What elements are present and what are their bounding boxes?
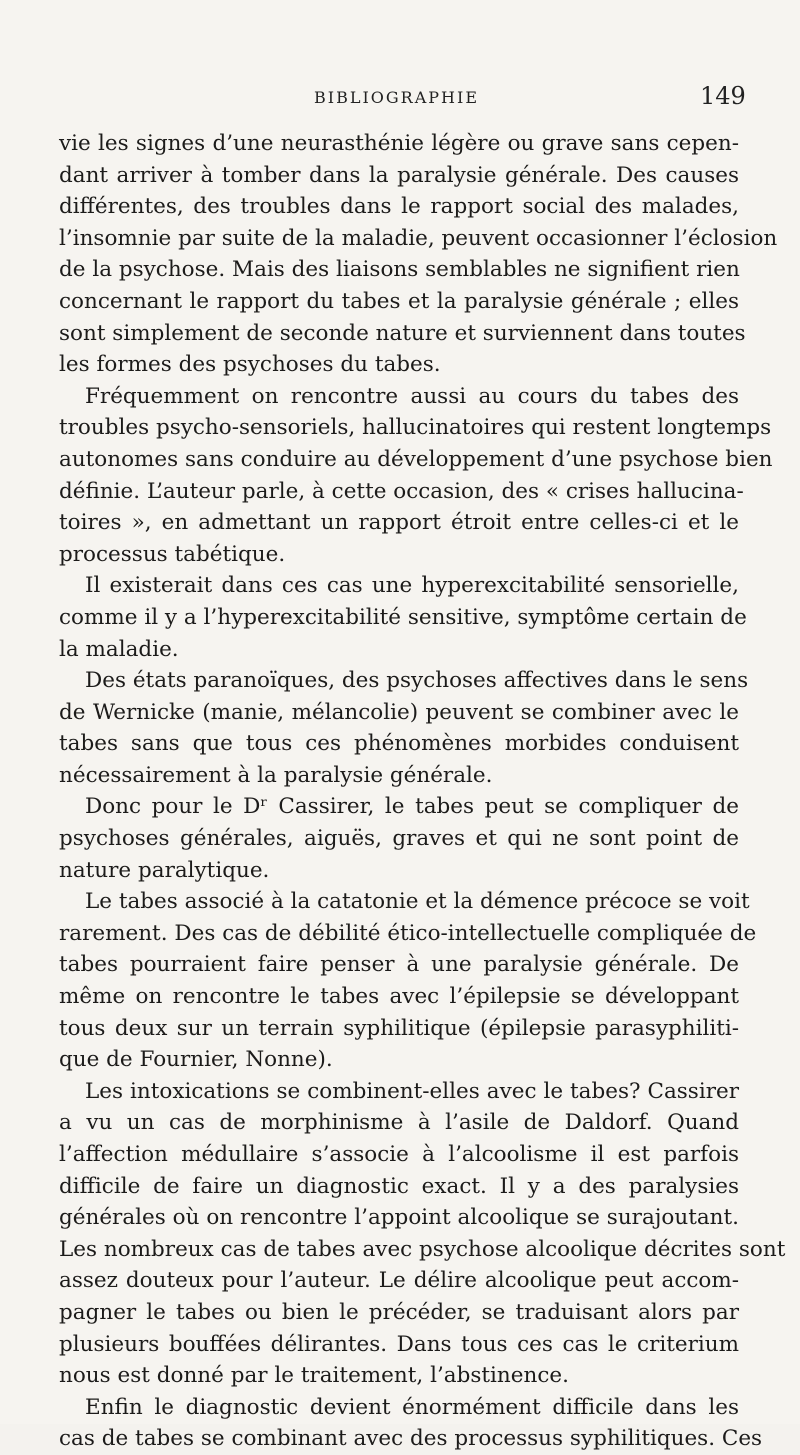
text-line: nécessairement à la paralysie générale. (59, 762, 493, 788)
text-line: rarement. Des cas de débilité ético-intellectuelle compliquée de (59, 920, 757, 946)
text-line: plusieurs bouffées délirantes. Dans tous ces cas le criterium (59, 1331, 739, 1357)
text-line: nature paralytique. (59, 857, 270, 883)
page-number: 149 (700, 82, 746, 110)
text-line: les formes des psychoses du tabes. (59, 352, 441, 378)
text-line: processus tabétique. (59, 541, 286, 567)
text-line: sont simplement de seconde nature et surviennent dans toutes (59, 320, 746, 346)
body-text (59, 128, 786, 1455)
text-line: Les intoxications se combinent-elles avec le tabes? Cassirer (85, 1078, 739, 1104)
text-line: a vu un cas de morphinisme à l’asile de Daldorf. Quand (59, 1110, 739, 1136)
text-line: toires », en admettant un rapport étroit entre celles-ci et le (59, 510, 739, 536)
text-line: pagner le tabes ou bien le précéder, se traduisant alors par (59, 1299, 739, 1325)
text-line: concernant le rapport du tabes et la paralysie générale ; elles (59, 288, 739, 314)
text-line: générales où on rencontre l’appoint alcoolique se surajoutant. (59, 1205, 739, 1231)
text-line: différentes, des troubles dans le rapport social des malades, (59, 194, 739, 220)
text-line: vie les signes d’une neurasthénie légère ou grave sans cepen- (59, 131, 739, 156)
text-line: même on rencontre le tabes avec l’épilepsie se développant (59, 984, 739, 1010)
text-line: comme il y a l’hyperexcitabilité sensitive, symptôme certain de (59, 604, 747, 630)
text-line: troubles psycho-sensoriels, hallucinatoires qui restent longtemps (59, 415, 772, 441)
running-title: BIBLIOGRAPHIE (314, 88, 479, 107)
text-line: de la psychose. Mais des liaisons semblables ne signifient rien (59, 257, 740, 283)
text-line: l’affection médullaire s’associe à l’alcoolisme il est parfois (59, 1142, 739, 1167)
text-line: définie. L’auteur parle, à cette occasion, des « crises hallucina- (59, 478, 744, 504)
text-line: tous deux sur un terrain syphilitique (épilepsie parasyphiliti- (59, 1015, 739, 1041)
text-line: nous est donné par le traitement, l’abstinence. (59, 1363, 569, 1389)
text-line: assez douteux pour l’auteur. Le délire alcoolique peut accom- (59, 1268, 739, 1294)
text-line: Il existerait dans ces cas une hyperexcitabilité sensorielle, (85, 573, 739, 599)
text-line: cas de tabes se combinant avec des processus syphilitiques. Ces (59, 1426, 763, 1452)
text-line: dant arriver à tomber dans la paralysie générale. Des causes (59, 162, 739, 188)
text-line: Fréquemment on rencontre aussi au cours du tabes des (85, 383, 739, 409)
text-line: Donc pour le Dʳ Cassirer, le tabes peut se compliquer de (85, 794, 739, 820)
text-line: difficile de faire un diagnostic exact. Il y a des paralysies (59, 1173, 739, 1199)
text-line: tabes pourraient faire penser à une paralysie générale. De (59, 952, 739, 978)
text-line: Le tabes associé à la catatonie et la démence précoce se voit (85, 889, 750, 915)
text-line: Des états paranoïques, des psychoses affectives dans le sens (85, 668, 749, 694)
page-header (0, 82, 800, 116)
text-line: autonomes sans conduire au développement d’une psychose bien (59, 446, 773, 472)
text-line: l’insomnie par suite de la maladie, peuvent occasionner l’éclosion (59, 225, 778, 251)
text-line: psychoses générales, aiguës, graves et qui ne sont point de (59, 826, 739, 852)
text-line: que de Fournier, Nonne). (59, 1047, 333, 1073)
text-line: tabes sans que tous ces phénomènes morbides conduisent (59, 731, 739, 757)
text-line: la maladie. (59, 636, 179, 662)
text-line: de Wernicke (manie, mélancolie) peuvent se combiner avec le (59, 699, 739, 725)
text-line: Les nombreux cas de tabes avec psychose alcoolique décrites sont (59, 1236, 786, 1262)
text-line: Enfin le diagnostic devient énormément difficile dans les (85, 1394, 739, 1420)
